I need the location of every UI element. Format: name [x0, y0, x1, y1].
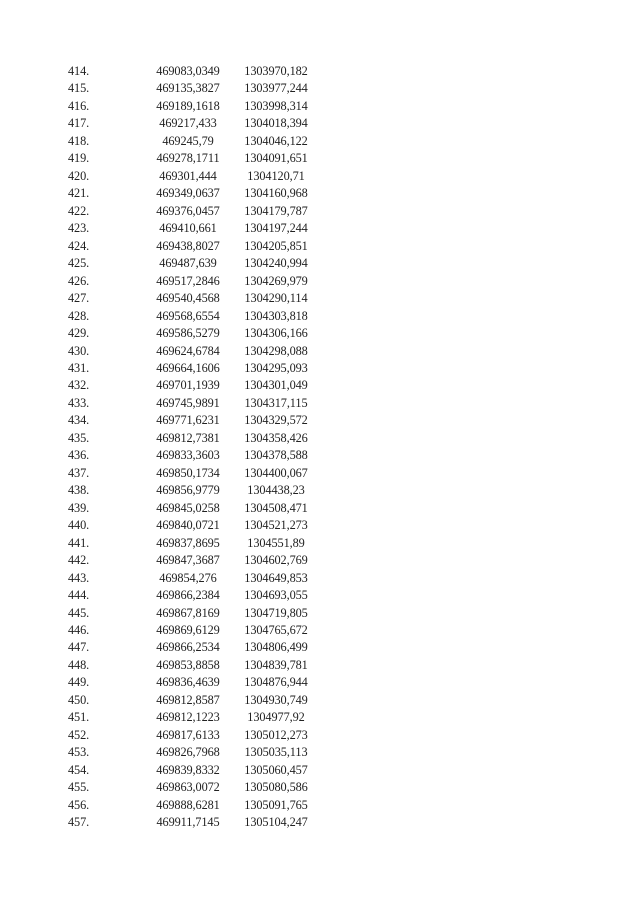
y-coordinate: 1304521,273	[244, 518, 308, 533]
x-coordinate: 469217,433	[159, 116, 217, 131]
coordinate-table-body	[60, 63, 317, 832]
y-coordinate: 1304329,572	[244, 413, 308, 428]
point-number: 414.	[68, 64, 90, 78]
point-number: 425.	[68, 256, 90, 271]
y-coordinate: 1304719,805	[244, 605, 308, 620]
point-number: 424.	[68, 238, 90, 253]
table-row	[60, 692, 317, 709]
y-coordinate: 1304806,499	[244, 640, 308, 655]
y-coordinate: 1304205,851	[244, 238, 308, 253]
table-row	[60, 814, 317, 831]
point-number: 419.	[68, 151, 90, 166]
table-row	[60, 639, 317, 656]
x-coordinate: 469624,6784	[156, 343, 220, 358]
y-coordinate: 1305060,457	[244, 762, 308, 777]
point-number: 448.	[68, 657, 90, 672]
y-coordinate: 1303970,182	[244, 64, 308, 78]
y-coordinate: 1304317,115	[244, 395, 308, 410]
y-coordinate: 1304508,471	[244, 500, 308, 515]
y-coordinate: 1304240,994	[244, 256, 308, 271]
point-number: 454.	[68, 762, 90, 777]
table-row	[60, 430, 317, 447]
point-number: 453.	[68, 745, 90, 760]
y-coordinate: 1304400,067	[244, 465, 308, 480]
point-number: 432.	[68, 378, 90, 393]
table-row	[60, 360, 317, 377]
x-coordinate: 469854,276	[159, 570, 217, 585]
x-coordinate: 469847,3687	[156, 553, 220, 568]
x-coordinate: 469745,9891	[156, 395, 220, 410]
table-row	[60, 622, 317, 639]
point-number: 449.	[68, 675, 90, 690]
y-coordinate: 1303998,314	[244, 98, 308, 113]
x-coordinate: 469839,8332	[156, 762, 220, 777]
x-coordinate: 469833,3603	[156, 448, 220, 463]
point-number: 451.	[68, 710, 90, 725]
y-coordinate: 1304876,944	[244, 675, 308, 690]
table-row	[60, 98, 317, 115]
table-row	[60, 150, 317, 167]
point-number: 445.	[68, 605, 90, 620]
table-row	[60, 657, 317, 674]
point-number: 421.	[68, 186, 90, 201]
x-coordinate: 469189,1618	[156, 98, 220, 113]
point-number: 456.	[68, 797, 90, 812]
point-number: 417.	[68, 116, 90, 131]
x-coordinate: 469869,6129	[156, 623, 220, 637]
x-coordinate: 469863,0072	[156, 780, 220, 795]
x-coordinate: 469410,661	[159, 221, 217, 236]
table-row	[60, 412, 317, 429]
x-coordinate: 469853,8858	[156, 657, 220, 672]
point-number: 418.	[68, 133, 90, 148]
x-coordinate: 469812,8587	[156, 692, 220, 707]
y-coordinate: 1305091,765	[244, 797, 308, 812]
y-coordinate: 1304602,769	[244, 553, 308, 568]
x-coordinate: 469083,0349	[156, 64, 220, 78]
table-row	[60, 779, 317, 796]
y-coordinate: 1304765,672	[244, 623, 308, 637]
point-number: 440.	[68, 518, 90, 533]
table-row	[60, 255, 317, 272]
point-number: 441.	[68, 535, 90, 550]
x-coordinate: 469517,2846	[156, 273, 220, 288]
x-coordinate: 469867,8169	[156, 605, 220, 620]
point-number: 442.	[68, 553, 90, 568]
table-row	[60, 238, 317, 255]
y-coordinate: 1304295,093	[244, 360, 308, 375]
y-coordinate: 1305080,586	[244, 780, 308, 795]
point-number: 433.	[68, 395, 90, 410]
table-row	[60, 517, 317, 534]
point-number: 426.	[68, 273, 90, 288]
x-coordinate: 469771,6231	[156, 413, 220, 428]
point-number: 455.	[68, 780, 90, 795]
x-coordinate: 469845,0258	[156, 500, 220, 515]
point-number: 439.	[68, 500, 90, 515]
y-coordinate: 1304018,394	[244, 116, 308, 131]
table-row	[60, 80, 317, 97]
table-row	[60, 290, 317, 307]
point-number: 443.	[68, 570, 90, 585]
x-coordinate: 469586,5279	[156, 326, 220, 341]
table-row	[60, 63, 317, 80]
table-row	[60, 500, 317, 517]
point-number: 436.	[68, 448, 90, 463]
table-row	[60, 325, 317, 342]
table-row	[60, 133, 317, 150]
point-number: 423.	[68, 221, 90, 236]
point-number: 447.	[68, 640, 90, 655]
y-coordinate: 1305035,113	[244, 745, 308, 760]
table-row	[60, 343, 317, 360]
x-coordinate: 469812,7381	[156, 430, 220, 445]
x-coordinate: 469568,6554	[156, 308, 220, 323]
coordinate-table	[60, 63, 317, 832]
point-number: 434.	[68, 413, 90, 428]
x-coordinate: 469817,6133	[156, 727, 220, 742]
y-coordinate: 1304046,122	[244, 133, 308, 148]
x-coordinate: 469856,9779	[156, 483, 220, 498]
table-row	[60, 605, 317, 622]
x-coordinate: 469866,2534	[156, 640, 220, 655]
x-coordinate: 469487,639	[159, 256, 217, 271]
table-row	[60, 709, 317, 726]
y-coordinate: 1304290,114	[244, 291, 308, 306]
y-coordinate: 1304301,049	[244, 378, 308, 393]
x-coordinate: 469911,7145	[156, 815, 220, 830]
x-coordinate: 469349,0637	[156, 186, 220, 201]
point-number: 427.	[68, 291, 90, 306]
point-number: 429.	[68, 326, 90, 341]
y-coordinate: 1304977,92	[247, 710, 305, 725]
point-number: 428.	[68, 308, 90, 323]
table-row	[60, 674, 317, 691]
y-coordinate: 1305104,247	[244, 815, 308, 830]
y-coordinate: 1304091,651	[244, 151, 308, 166]
y-coordinate: 1305012,273	[244, 727, 308, 742]
point-number: 431.	[68, 360, 90, 375]
x-coordinate: 469850,1734	[156, 465, 220, 480]
x-coordinate: 469664,1606	[156, 360, 220, 375]
table-row	[60, 535, 317, 552]
table-row	[60, 115, 317, 132]
point-number: 435.	[68, 430, 90, 445]
point-number: 420.	[68, 168, 90, 183]
y-coordinate: 1304197,244	[244, 221, 308, 236]
y-coordinate: 1304438,23	[247, 483, 305, 498]
point-number: 438.	[68, 483, 90, 498]
y-coordinate: 1304693,055	[244, 588, 308, 603]
x-coordinate: 469135,3827	[156, 81, 220, 96]
x-coordinate: 469812,1223	[156, 710, 220, 725]
point-number: 457.	[68, 815, 90, 830]
table-row	[60, 377, 317, 394]
y-coordinate: 1304160,968	[244, 186, 308, 201]
y-coordinate: 1304551,89	[247, 535, 305, 550]
x-coordinate: 469301,444	[159, 168, 217, 183]
y-coordinate: 1304839,781	[244, 657, 308, 672]
y-coordinate: 1304120,71	[247, 168, 305, 183]
point-number: 450.	[68, 692, 90, 707]
x-coordinate: 469245,79	[162, 133, 214, 148]
y-coordinate: 1304649,853	[244, 570, 308, 585]
y-coordinate: 1304306,166	[244, 326, 308, 341]
table-row	[60, 395, 317, 412]
point-number: 444.	[68, 588, 90, 603]
table-row	[60, 203, 317, 220]
y-coordinate: 1304358,426	[244, 430, 308, 445]
table-row	[60, 570, 317, 587]
table-row	[60, 168, 317, 185]
y-coordinate: 1304930,749	[244, 692, 308, 707]
point-number: 452.	[68, 727, 90, 742]
point-number: 437.	[68, 465, 90, 480]
x-coordinate: 469826,7968	[156, 745, 220, 760]
x-coordinate: 469540,4568	[156, 291, 220, 306]
table-row	[60, 482, 317, 499]
table-row	[60, 587, 317, 604]
table-row	[60, 762, 317, 779]
table-row	[60, 465, 317, 482]
x-coordinate: 469888,6281	[156, 797, 220, 812]
y-coordinate: 1304378,588	[244, 448, 308, 463]
point-number: 416.	[68, 98, 90, 113]
table-row	[60, 308, 317, 325]
table-row	[60, 552, 317, 569]
table-row	[60, 797, 317, 814]
point-number: 446.	[68, 623, 90, 637]
x-coordinate: 469701,1939	[156, 378, 220, 393]
x-coordinate: 469278,1711	[156, 151, 220, 166]
x-coordinate: 469376,0457	[156, 203, 220, 218]
y-coordinate: 1303977,244	[244, 81, 308, 96]
x-coordinate: 469840,0721	[156, 518, 220, 533]
table-row	[60, 273, 317, 290]
table-row	[60, 727, 317, 744]
x-coordinate: 469866,2384	[156, 588, 220, 603]
point-number: 430.	[68, 343, 90, 358]
table-row	[60, 744, 317, 761]
x-coordinate: 469837,8695	[156, 535, 220, 550]
point-number: 422.	[68, 203, 90, 218]
table-row	[60, 220, 317, 237]
table-row	[60, 447, 317, 464]
y-coordinate: 1304269,979	[244, 273, 308, 288]
x-coordinate: 469836,4639	[156, 675, 220, 690]
y-coordinate: 1304303,818	[244, 308, 308, 323]
y-coordinate: 1304298,088	[244, 343, 308, 358]
y-coordinate: 1304179,787	[244, 203, 308, 218]
table-row	[60, 185, 317, 202]
x-coordinate: 469438,8027	[156, 238, 220, 253]
point-number: 415.	[68, 81, 90, 96]
